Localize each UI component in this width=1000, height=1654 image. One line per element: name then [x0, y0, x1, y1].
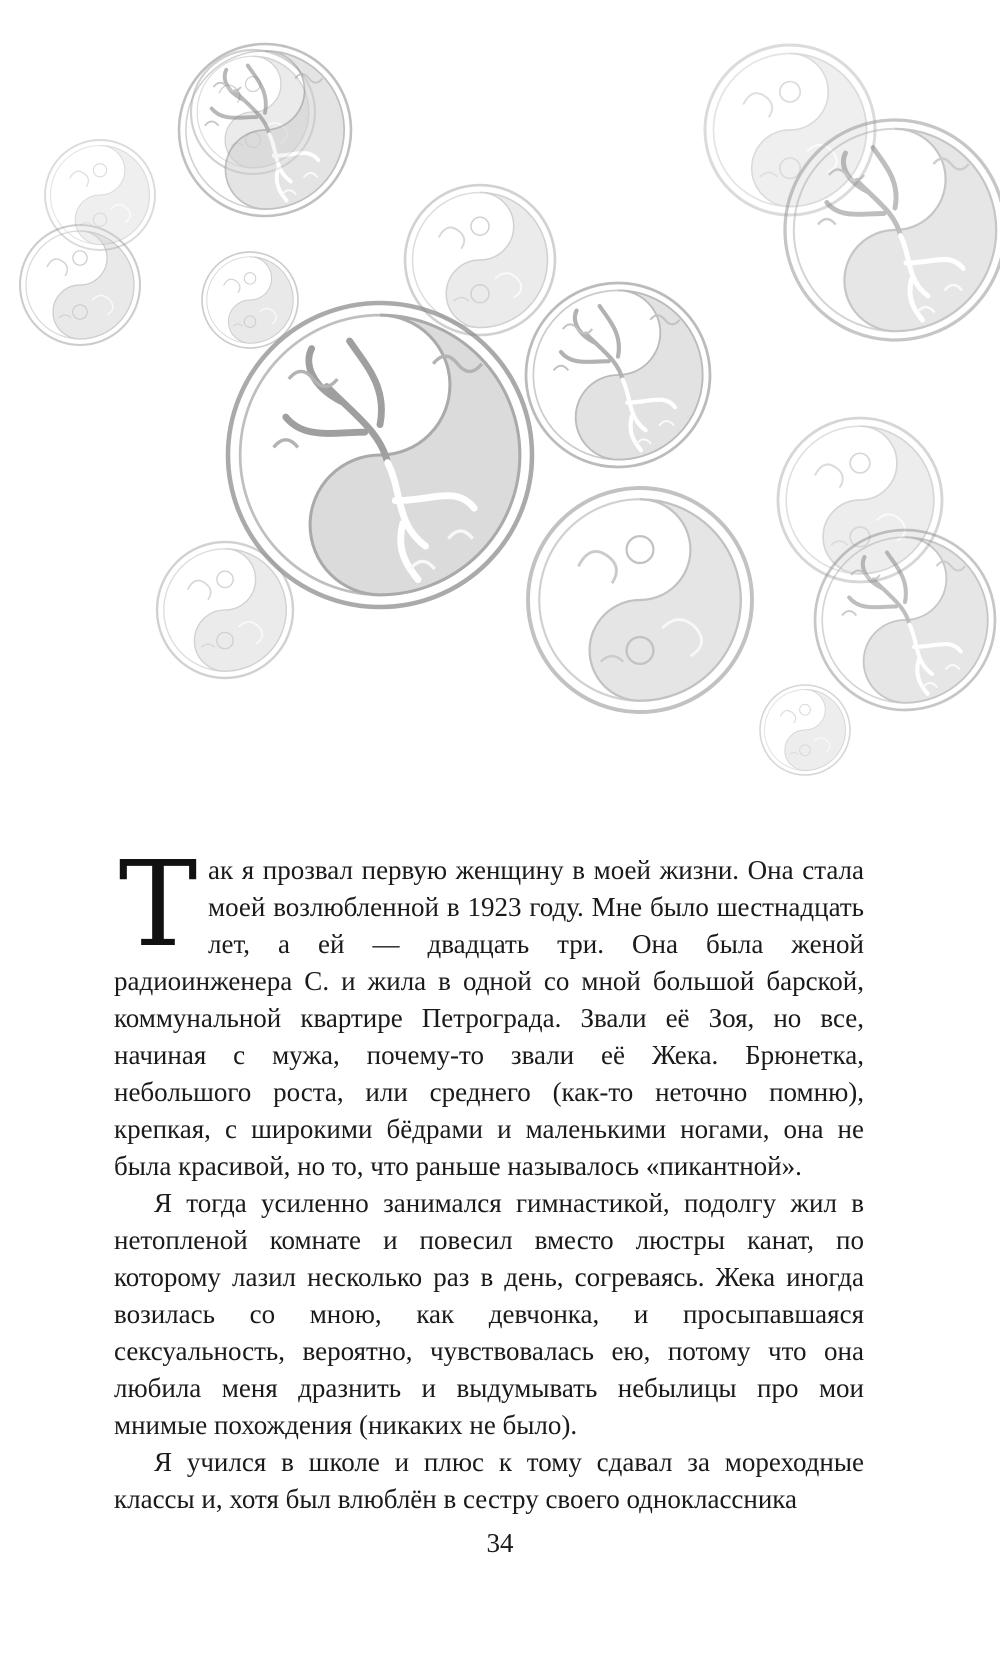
medallion-tree-mid	[526, 283, 710, 467]
medallion-small-bottom-right	[760, 685, 850, 775]
medallion-large-right	[528, 488, 752, 712]
paragraph-1-text: ак я прозвал первую женщину в моей жизни. Она стала моей возлюбленной в 1923 году. Мне было шестнадцать лет, а ей — двадцать три. Она была женой радиоинженера С. и жила в одной со мной большой барской, коммунальной квартире Петрограда. Звали её Зоя, но все, начиная с мужа, почему-то звали её Жека. Брюнетка, небольшого роста, или среднего (как-то неточно помню), крепкая, с широкими бёдрами и маленькими ногами, она не была красивой, но то, что раньше называлось «пикантной».	[114, 855, 864, 1181]
paragraph-3: Я учился в школе и плюс к тому сдавал за мореходные классы и, хотя был влюблён в сестру своего одноклассника	[114, 1447, 864, 1514]
medallion-right	[778, 418, 942, 582]
medallion-tree-top	[179, 44, 351, 216]
medallion-bottom-left	[157, 542, 293, 678]
paragraph-2: Я тогда усиленно занимался гимнастикой, подолгу жил в нетопленой комнате и повесил вместо люстры канат, по которому лазил несколько раз в день, согреваясь. Жека иногда возилась со мною, как девчонка, и просыпавшаяся сексуальность, вероятно, чувствовалась ею, потому что она любила меня дразнить и выдумывать небылицы про мои мнимые похождения (никаких не было).	[114, 1188, 864, 1440]
medallion-left	[20, 225, 140, 345]
body-text	[114, 835, 864, 1518]
page-number: 34	[486, 1528, 514, 1558]
medallion-left-top	[45, 140, 155, 250]
medallion-tree-right	[785, 120, 1000, 340]
drop-cap-letter: Т	[118, 835, 198, 973]
medallion-small-center-left	[202, 252, 298, 348]
paragraph-1	[114, 835, 864, 1185]
yin-yang-ornament-illustration	[0, 0, 1000, 790]
